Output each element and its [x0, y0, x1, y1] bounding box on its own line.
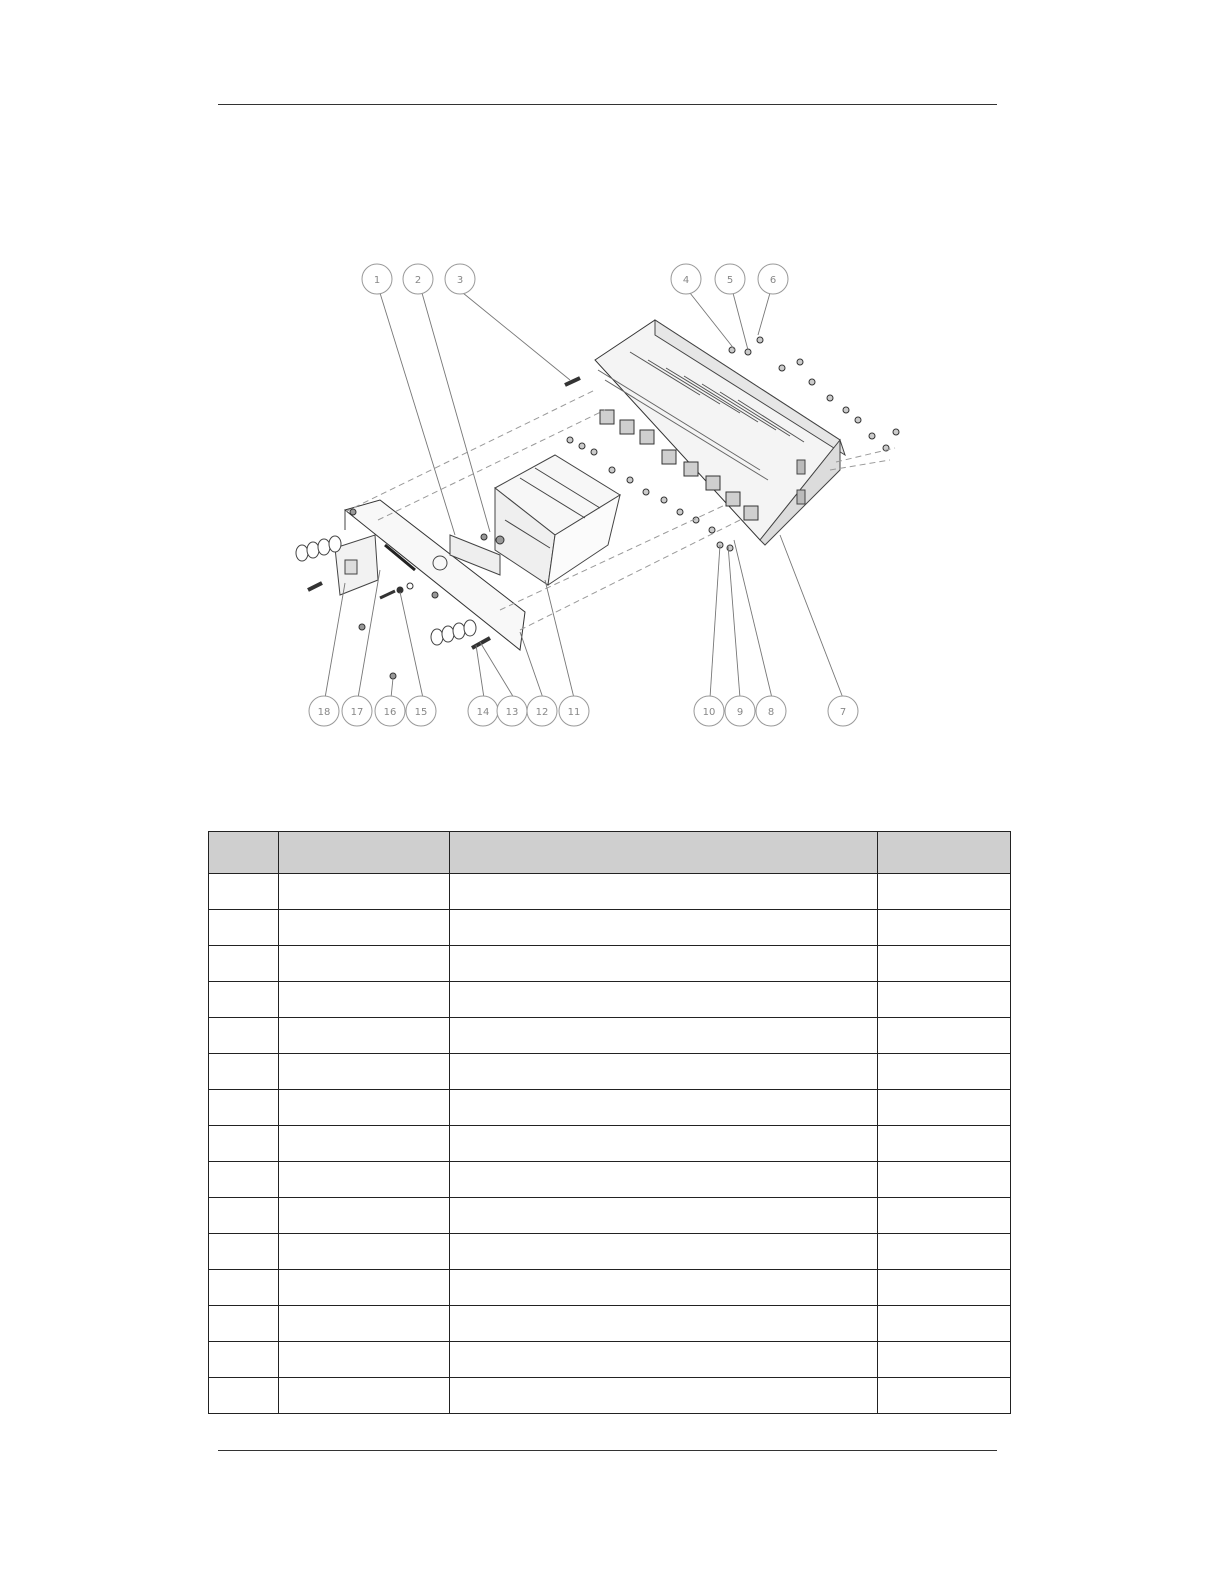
- table-cell: [279, 1234, 450, 1270]
- table-cell: [450, 1342, 878, 1378]
- callout-5: [715, 264, 745, 294]
- callout-2: [403, 264, 433, 294]
- table-cell: [450, 1126, 878, 1162]
- table-cell: [209, 1378, 279, 1414]
- table-cell: [450, 1018, 878, 1054]
- table-cell: [279, 1306, 450, 1342]
- callout-14: [468, 696, 498, 726]
- table-cell: [878, 910, 1011, 946]
- callout-label: 1: [373, 275, 381, 286]
- table-row: [209, 982, 1011, 1018]
- callout-label: 17: [350, 707, 364, 718]
- table-cell: [209, 910, 279, 946]
- table-cell: [878, 874, 1011, 910]
- table-header-row: [209, 832, 1011, 874]
- callout-label: 7: [839, 707, 847, 718]
- table-cell: [209, 1018, 279, 1054]
- table-cell: [279, 1378, 450, 1414]
- callout-label: 4: [682, 275, 690, 286]
- table-row: [209, 1018, 1011, 1054]
- callout-10: [694, 696, 724, 726]
- table-cell: [209, 1162, 279, 1198]
- callout-8: [756, 696, 786, 726]
- table-cell: [279, 1342, 450, 1378]
- table-cell: [279, 1198, 450, 1234]
- table-cell: [450, 1378, 878, 1414]
- table-row: [209, 1342, 1011, 1378]
- table-cell: [209, 1342, 279, 1378]
- table-cell: [450, 946, 878, 982]
- table-row: [209, 874, 1011, 910]
- callout-label: 15: [414, 707, 428, 718]
- table-cell: [279, 910, 450, 946]
- callout-label: 8: [767, 707, 775, 718]
- table-cell: [450, 874, 878, 910]
- callout-label: 9: [736, 707, 744, 718]
- table-cell: [878, 1378, 1011, 1414]
- table-cell: [209, 1126, 279, 1162]
- callout-7: [828, 696, 858, 726]
- table-cell: [209, 1234, 279, 1270]
- table-cell: [279, 982, 450, 1018]
- table-row: [209, 1090, 1011, 1126]
- callout-label: 11: [567, 707, 581, 718]
- table-cell: [209, 874, 279, 910]
- callout-18: [309, 696, 339, 726]
- parts-list-table: [208, 831, 1011, 1414]
- table-row: [209, 1378, 1011, 1414]
- callout-label: 18: [317, 707, 331, 718]
- callout-1: [362, 264, 392, 294]
- callout-label: 12: [535, 707, 549, 718]
- table-row: [209, 1054, 1011, 1090]
- column-header-quantity: [878, 832, 1011, 874]
- table-cell: [209, 1054, 279, 1090]
- table-cell: [209, 1270, 279, 1306]
- table-cell: [450, 982, 878, 1018]
- table-cell: [450, 1162, 878, 1198]
- callout-12: [527, 696, 557, 726]
- table-cell: [878, 982, 1011, 1018]
- callout-6: [758, 264, 788, 294]
- exploded-assembly-diagram: [0, 0, 1224, 760]
- table-cell: [878, 946, 1011, 982]
- table-cell: [450, 1234, 878, 1270]
- table-cell: [878, 1306, 1011, 1342]
- table-cell: [279, 1162, 450, 1198]
- callout-3: [445, 264, 475, 294]
- table-cell: [279, 1054, 450, 1090]
- callout-label: 5: [726, 275, 734, 286]
- callout-label: 16: [383, 707, 397, 718]
- assembly-drawing: [296, 320, 899, 679]
- callout-15: [406, 696, 436, 726]
- callouts-bottom: [309, 696, 858, 726]
- callout-13: [497, 696, 527, 726]
- table-row: [209, 1198, 1011, 1234]
- table-cell: [878, 1054, 1011, 1090]
- callout-label: 13: [505, 707, 519, 718]
- table-cell: [279, 946, 450, 982]
- callout-4: [671, 264, 701, 294]
- table-cell: [878, 1342, 1011, 1378]
- callout-label: 10: [702, 707, 716, 718]
- column-header-part-number: [279, 832, 450, 874]
- table-cell: [279, 874, 450, 910]
- table-cell: [209, 982, 279, 1018]
- table-row: [209, 910, 1011, 946]
- table-cell: [209, 946, 279, 982]
- table-row: [209, 1270, 1011, 1306]
- table-cell: [878, 1198, 1011, 1234]
- callout-16: [375, 696, 405, 726]
- callout-label: 14: [476, 707, 490, 718]
- column-header-item: [209, 832, 279, 874]
- table-cell: [279, 1090, 450, 1126]
- table-cell: [450, 1306, 878, 1342]
- callouts-top: [362, 264, 788, 294]
- table-cell: [209, 1198, 279, 1234]
- callout-label: 3: [456, 275, 464, 286]
- table-row: [209, 1234, 1011, 1270]
- table-row: [209, 946, 1011, 982]
- table-cell: [878, 1018, 1011, 1054]
- callout-9: [725, 696, 755, 726]
- table-cell: [450, 1198, 878, 1234]
- table-cell: [878, 1126, 1011, 1162]
- callout-label: 6: [769, 275, 777, 286]
- callout-17: [342, 696, 372, 726]
- column-header-description: [450, 832, 878, 874]
- table-row: [209, 1126, 1011, 1162]
- footer-rule: [218, 1450, 997, 1451]
- table-cell: [450, 1090, 878, 1126]
- table-cell: [878, 1270, 1011, 1306]
- table-cell: [450, 1270, 878, 1306]
- table-row: [209, 1162, 1011, 1198]
- table-cell: [878, 1162, 1011, 1198]
- table-cell: [279, 1126, 450, 1162]
- table-cell: [450, 1054, 878, 1090]
- table-cell: [450, 910, 878, 946]
- table-cell: [878, 1234, 1011, 1270]
- table-cell: [279, 1018, 450, 1054]
- table-cell: [279, 1270, 450, 1306]
- table-cell: [209, 1306, 279, 1342]
- callout-label: 2: [414, 275, 422, 286]
- table-row: [209, 1306, 1011, 1342]
- table-cell: [209, 1090, 279, 1126]
- table-cell: [878, 1090, 1011, 1126]
- callout-11: [559, 696, 589, 726]
